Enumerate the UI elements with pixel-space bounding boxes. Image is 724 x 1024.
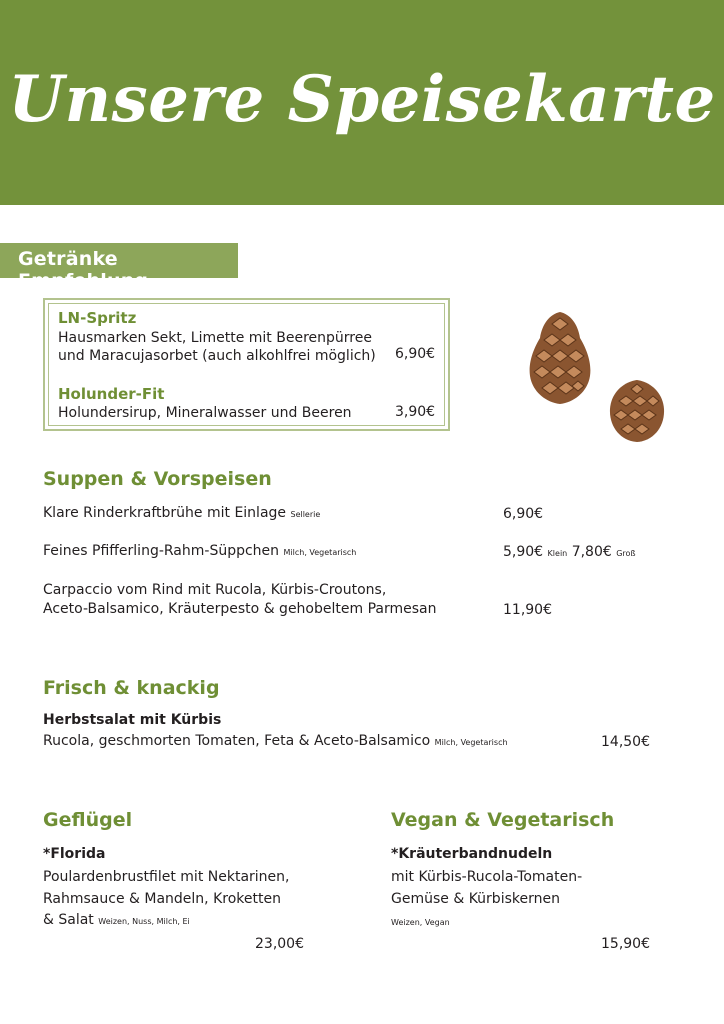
drink-description: Hausmarken Sekt, Limette mit Beerenpürree: [58, 330, 372, 346]
menu-item-price: 15,90€: [601, 936, 650, 952]
menu-item-text: [43, 541, 356, 563]
drink-name: Holunder-Fit: [58, 385, 165, 403]
page-title: Unsere Speisekarte: [8, 62, 716, 137]
drinks-label: Getränke Empfehlung: [18, 248, 149, 292]
menu-item-description: Rahmsauce & Mandeln, Kroketten: [43, 891, 281, 907]
menu-item-text: [43, 910, 190, 932]
pine-cone-icon: [605, 377, 669, 444]
size-label-small: Klein: [547, 549, 568, 558]
section-heading-vegan: Vegan & Vegetarisch: [391, 809, 615, 831]
menu-item-price: 14,50€: [601, 734, 650, 750]
drink-price: 3,90€: [395, 404, 436, 420]
menu-item-name: Feines Pfifferling-Rahm-Süppchen: [43, 543, 280, 559]
section-label-drinks: [0, 243, 238, 292]
menu-item-text: [43, 503, 320, 525]
menu-item-description: & Salat: [43, 912, 94, 928]
menu-item-text: [43, 731, 508, 753]
section-heading-soups: Suppen & Vorspeisen: [43, 468, 272, 490]
menu-item-description: Poulardenbrustfilet mit Nektarinen,: [43, 869, 290, 885]
header-banner: [0, 0, 724, 205]
allergen-note: Sellerie: [290, 510, 321, 519]
drink-price: 6,90€: [395, 346, 436, 362]
allergen-note: Milch, Vegetarisch: [283, 548, 357, 557]
menu-item-price: 11,90€: [503, 602, 552, 618]
section-heading-poultry: Geflügel: [43, 809, 133, 831]
menu-item-description: Aceto-Balsamico, Kräuterpesto & gehobeltem Parmesan: [43, 601, 437, 617]
menu-item-description: Rucola, geschmorten Tomaten, Feta & Aceto-Balsamico: [43, 733, 431, 749]
menu-item-description: mit Kürbis-Rucola-Tomaten-: [391, 869, 583, 885]
menu-item-name: Klare Rinderkraftbrühe mit Einlage: [43, 505, 287, 521]
drink-description: Holundersirup, Mineralwasser und Beeren: [58, 405, 352, 421]
menu-item-name: *Florida: [43, 846, 106, 862]
allergen-note: Weizen, Nuss, Milch, Ei: [98, 917, 190, 926]
drink-name: LN-Spritz: [58, 309, 137, 327]
price-small: 5,90€: [503, 544, 544, 560]
menu-item-price: 23,00€: [255, 936, 304, 952]
menu-item-name: Herbstsalat mit Kürbis: [43, 712, 222, 728]
menu-item-description: Carpaccio vom Rind mit Rucola, Kürbis-Croutons,: [43, 582, 387, 598]
menu-item-name: *Kräuterbandnudeln: [391, 846, 553, 862]
allergen-note: Weizen, Vegan: [391, 918, 450, 927]
section-heading-fresh: Frisch & knackig: [43, 677, 220, 699]
menu-item-price: 6,90€: [503, 506, 544, 522]
size-label-large: Groß: [616, 549, 636, 558]
menu-item-description: Gemüse & Kürbiskernen: [391, 891, 560, 907]
pine-cone-icon: [522, 310, 598, 406]
allergen-note: Milch, Vegetarisch: [434, 738, 508, 747]
price-large: 7,80€: [571, 544, 612, 560]
menu-item-price-options: [503, 544, 635, 560]
drink-description: und Maracujasorbet (auch alkohlfrei möglich): [58, 348, 376, 364]
